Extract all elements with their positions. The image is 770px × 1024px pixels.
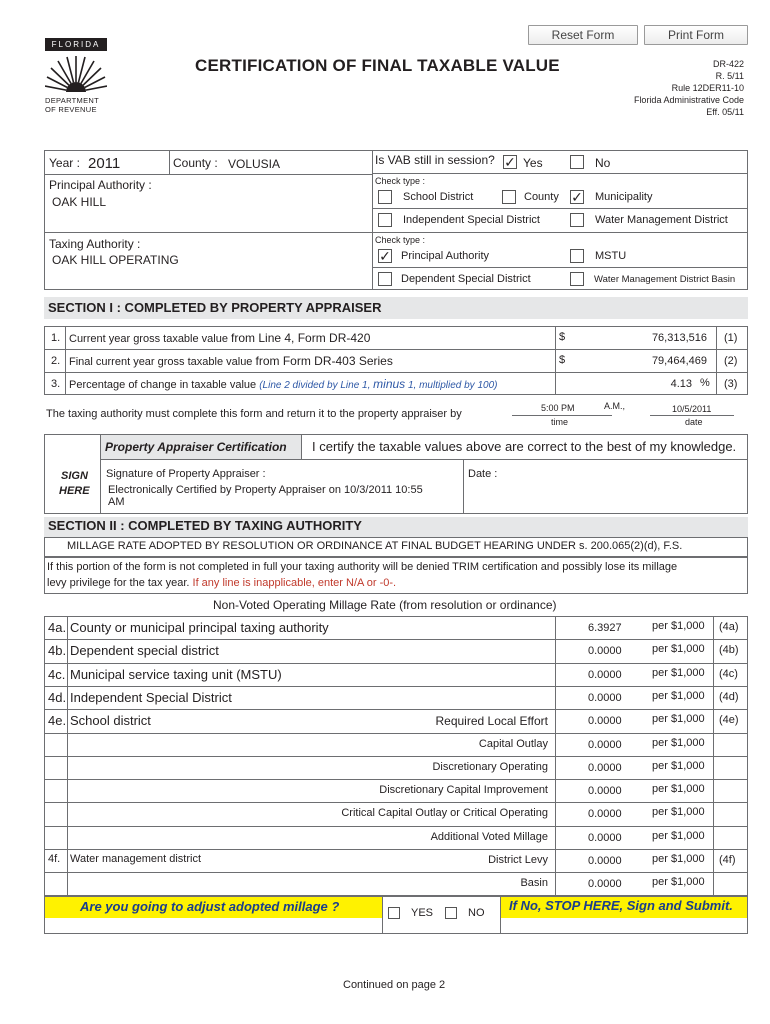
pa-cert-label: Property Appraiser Certification <box>105 440 287 454</box>
return-date-label: date <box>685 417 703 427</box>
signature-label: Signature of Property Appraiser : <box>106 468 266 480</box>
millage-row-sublabel: Discretionary Operating <box>432 761 548 773</box>
millage-row-code: 4c. <box>48 667 66 682</box>
water-mgmt-label: Water Management District <box>595 214 728 226</box>
logo-dept-line2: OF REVENUE <box>45 105 97 114</box>
check-type-label-2: Check type : <box>375 235 426 245</box>
adjust-millage-question: Are you going to adjust adopted millage ? <box>80 899 340 914</box>
millage-rate-field[interactable]: 0.0000 <box>588 715 622 727</box>
millage-row-code: 4a. <box>48 620 67 635</box>
signature-line-2: AM <box>108 496 125 508</box>
millage-rate-field[interactable]: 0.0000 <box>588 785 622 797</box>
vab-no-label: No <box>595 156 611 170</box>
adjust-no-label: NO <box>468 907 485 919</box>
line3-num: 3. <box>51 378 61 390</box>
line2-dollar: $ <box>559 354 566 366</box>
return-time-field[interactable]: 5:00 PM <box>541 403 575 413</box>
continued-footer: Continued on page 2 <box>343 979 446 991</box>
millage-row-code: 4b. <box>48 643 67 658</box>
stop-here-text: If No, STOP HERE, Sign and Submit. <box>509 898 733 913</box>
form-title: CERTIFICATION OF FINAL TAXABLE VALUE <box>195 56 560 75</box>
line1-label: Current year gross taxable value from Line 4, Form DR-420 <box>69 331 371 345</box>
millage-row-ref: (4e) <box>719 714 739 726</box>
millage-row-sublabel: Critical Capital Outlay or Critical Operating <box>341 807 548 819</box>
form-code: DR-422 <box>712 59 744 69</box>
millage-row-sublabel: Capital Outlay <box>478 738 548 750</box>
millage-row-label: Municipal service taxing unit (MSTU) <box>70 667 282 682</box>
year-label: Year : <box>49 156 80 170</box>
per-thousand-label: per $1,000 <box>652 667 705 679</box>
line3-ref: (3) <box>724 378 738 390</box>
line2-num: 2. <box>51 355 61 367</box>
here-label: HERE <box>59 485 90 497</box>
school-district-checkbox[interactable] <box>378 190 392 204</box>
principal-authority-checkbox[interactable]: ✓ <box>379 248 391 264</box>
millage-row-code: 4f. <box>48 853 61 865</box>
line1-ref: (1) <box>724 332 738 344</box>
per-thousand-label: per $1,000 <box>652 783 705 795</box>
millage-rate-field[interactable]: 6.3927 <box>588 622 622 634</box>
principal-authority-type-label: Principal Authority <box>401 250 490 262</box>
school-district-label: School District <box>403 191 474 203</box>
per-thousand-label: per $1,000 <box>652 830 705 842</box>
section1-title: SECTION I : COMPLETED BY PROPERTY APPRAISER <box>48 300 382 315</box>
line2-value[interactable]: 79,464,469 <box>651 355 707 367</box>
per-thousand-label: per $1,000 <box>652 760 705 772</box>
florida-dor-logo <box>45 38 107 116</box>
return-by-text: The taxing authority must complete this form and return it to the property appraiser by <box>46 408 462 420</box>
water-mgmt-checkbox[interactable] <box>570 213 584 227</box>
millage-row-code: 4d. <box>48 690 67 705</box>
signature-field[interactable] <box>108 484 423 508</box>
millage-row-label: Independent Special District <box>70 690 232 705</box>
adjust-yes-label: YES <box>411 907 434 919</box>
line3-label: Percentage of change in taxable value (Line 2 divided by Line 1, minus 1, multiplied by 100) <box>69 377 498 391</box>
per-thousand-label: per $1,000 <box>652 643 705 655</box>
return-time-label: time <box>551 417 569 427</box>
millage-row-code: 4e. <box>48 713 67 728</box>
form-code-name: Florida Administrative Code <box>633 95 744 105</box>
millage-rate-field[interactable]: 0.0000 <box>588 855 622 867</box>
county-field[interactable]: VOLUSIA <box>228 157 281 171</box>
millage-rate-field[interactable]: 0.0000 <box>588 762 622 774</box>
millage-row-label: County or municipal principal taxing authority <box>70 620 329 635</box>
per-thousand-label: per $1,000 <box>652 690 705 702</box>
independent-sd-label: Independent Special District <box>403 214 540 226</box>
reset-form-button[interactable]: Reset Form <box>528 25 638 45</box>
mstu-label: MSTU <box>595 250 627 262</box>
form-eff: Eff. 05/11 <box>706 107 744 117</box>
county-checkbox[interactable] <box>502 190 516 204</box>
line2-ref: (2) <box>724 355 738 367</box>
per-thousand-label: per $1,000 <box>652 806 705 818</box>
line2-label: Final current year gross taxable value from Form DR-403 Series <box>69 354 393 368</box>
logo-state: FLORIDA <box>45 38 107 51</box>
millage-row-ref: (4b) <box>719 644 739 656</box>
per-thousand-label: per $1,000 <box>652 876 705 888</box>
pa-cert-text: I certify the taxable values above are correct to the best of my knowledge. <box>312 439 737 454</box>
cert-date-label: Date : <box>468 468 498 480</box>
line3-percent: % <box>700 377 710 389</box>
adjust-no-checkbox[interactable] <box>445 907 457 919</box>
municipality-checkbox[interactable]: ✓ <box>571 189 583 205</box>
millage-row-ref: (4c) <box>719 668 738 680</box>
millage-row-sublabel: Basin <box>520 877 548 889</box>
line3-value[interactable]: 4.13 <box>670 378 692 390</box>
taxing-authority-field[interactable]: OAK HILL OPERATING <box>52 253 179 267</box>
dependent-sd-checkbox[interactable] <box>378 272 392 286</box>
vab-question: Is VAB still in session? <box>375 153 495 167</box>
water-mgmt-basin-label: Water Management District Basin <box>594 274 736 285</box>
millage-row-sublabel: Additional Voted Millage <box>430 831 548 843</box>
logo-dept-line1: DEPARTMENT <box>45 96 99 105</box>
section2-title: SECTION II : COMPLETED BY TAXING AUTHORITY <box>48 518 362 533</box>
millage-rate-field[interactable]: 0.0000 <box>588 808 622 820</box>
per-thousand-label: per $1,000 <box>652 853 705 865</box>
independent-sd-checkbox[interactable] <box>378 213 392 227</box>
millage-rate-field[interactable]: 0.0000 <box>588 832 622 844</box>
signature-line-1: Electronically Certified by Property Appraiser on 10/3/2011 10:55 <box>108 484 423 496</box>
line1-num: 1. <box>51 332 61 344</box>
line1-dollar: $ <box>559 331 566 343</box>
millage-rate-field[interactable]: 0.0000 <box>588 878 622 890</box>
millage-row-sublabel: Required Local Effort <box>435 714 548 728</box>
county-label: County : <box>173 156 218 170</box>
millage-row-ref: (4a) <box>719 621 739 633</box>
taxing-authority-label: Taxing Authority : <box>49 237 141 251</box>
millage-heading: MILLAGE RATE ADOPTED BY RESOLUTION OR ORDINANCE AT FINAL BUDGET HEARING UNDER s. 200.065(2)(d), F.S. <box>67 540 683 552</box>
print-form-button[interactable]: Print Form <box>644 25 748 45</box>
millage-row-label: Dependent special district <box>70 643 219 658</box>
millage-rate-field[interactable]: 0.0000 <box>588 739 622 751</box>
form-id-block <box>634 58 744 118</box>
return-ampm: A.M., <box>604 401 626 411</box>
per-thousand-label: per $1,000 <box>652 620 705 632</box>
millage-row-sublabel: Discretionary Capital Improvement <box>379 784 548 796</box>
municipality-label: Municipality <box>595 191 653 203</box>
sign-label: SIGN <box>61 470 88 482</box>
dependent-sd-label: Dependent Special District <box>401 273 531 285</box>
millage-row-ref: (4d) <box>719 691 739 703</box>
line1-value[interactable]: 76,313,516 <box>651 332 707 344</box>
vab-yes-checkbox[interactable]: ✓ <box>504 154 516 170</box>
millage-row-ref: (4f) <box>719 854 736 866</box>
sun-rays-icon <box>45 52 107 92</box>
millage-row-label: Water management district <box>70 853 202 865</box>
millage-rate-field[interactable]: 0.0000 <box>588 645 622 657</box>
vab-no-checkbox[interactable] <box>570 155 584 169</box>
mstu-checkbox[interactable] <box>570 249 584 263</box>
principal-authority-label: Principal Authority : <box>49 178 152 192</box>
millage-row-sublabel: District Levy <box>488 854 548 866</box>
form-rev: R. 5/11 <box>715 71 744 81</box>
water-mgmt-basin-checkbox[interactable] <box>570 272 584 286</box>
nonvoted-heading: Non-Voted Operating Millage Rate (from resolution or ordinance) <box>213 598 557 612</box>
form-rule: Rule 12DER11-10 <box>671 83 744 93</box>
millage-rate-field[interactable]: 0.0000 <box>588 669 622 681</box>
vab-yes-label: Yes <box>523 156 543 170</box>
millage-row-label: School district <box>70 713 151 728</box>
return-date-field[interactable]: 10/5/2011 <box>672 404 712 414</box>
adjust-yes-checkbox[interactable] <box>388 907 400 919</box>
millage-rate-field[interactable]: 0.0000 <box>588 692 622 704</box>
warning-line1: If this portion of the form is not completed in full your taxing authority will be denied TRIM certification and possibly lose its millage <box>47 561 678 573</box>
check-type-label: Check type : <box>375 176 426 186</box>
per-thousand-label: per $1,000 <box>652 737 705 749</box>
county-type-label: County <box>524 191 559 203</box>
per-thousand-label: per $1,000 <box>652 713 705 725</box>
year-field[interactable]: 2011 <box>88 155 121 172</box>
principal-authority-field[interactable]: OAK HILL <box>52 195 107 209</box>
warning-line2: levy privilege for the tax year. If any line is inapplicable, enter N/A or -0-. <box>47 577 397 589</box>
